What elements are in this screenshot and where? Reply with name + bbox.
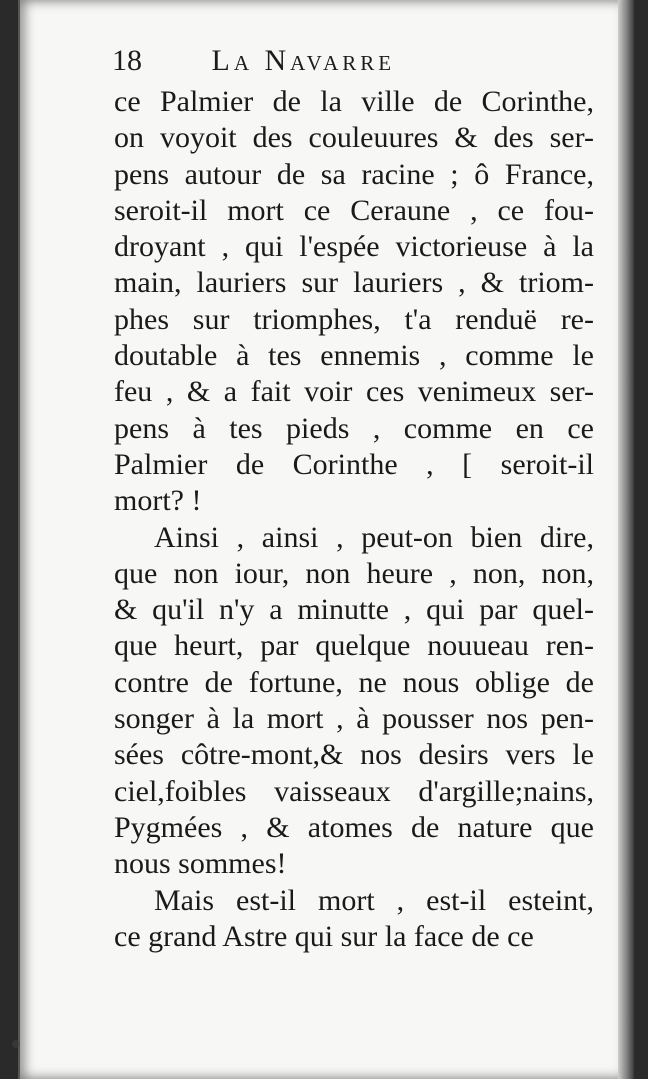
text-line: contre de fortune, ne nous oblige de <box>114 665 594 699</box>
paragraph <box>114 84 594 520</box>
running-title: La Navarre <box>211 44 396 77</box>
text-line: main, lauriers sur lauriers , & triom- <box>114 266 594 300</box>
text-line: Pygmées , & atomes de nature que <box>114 810 594 844</box>
paragraph <box>114 883 594 956</box>
text-line: ciel,foibles vaisseaux d'argille;nains, <box>114 774 594 808</box>
text-line: Mais est-il mort , est-il esteint, <box>154 883 594 917</box>
page-edge-shadow <box>618 0 634 1079</box>
text-line: seroit-il mort ce Ceraune , ce fou- <box>114 193 594 227</box>
text-line: pens à tes pieds , comme en ce <box>114 411 594 445</box>
text-line: droyant , qui l'espée victorieuse à la <box>114 230 594 264</box>
text-line: songer à la mort , à pousser nos pen- <box>114 702 594 736</box>
text-line: feu , & a fait voir ces venimeux ser- <box>114 375 594 409</box>
running-head <box>112 44 572 78</box>
text-line: ce Palmier de la ville de Corinthe, <box>114 85 594 118</box>
text-line: Ainsi , ainsi , peut-on bien dire, <box>154 520 594 554</box>
text-line: sées côtre-mont,& nos desirs vers le <box>114 738 594 772</box>
text-line: pens autour de sa racine ; ô France, <box>114 157 594 191</box>
text-line: & qu'il n'y a minutte , qui par quel- <box>114 593 594 627</box>
text-line: nous sommes! <box>114 847 287 881</box>
text-line: on voyoit des couleuures & des ser- <box>114 121 594 155</box>
text-line: que non iour, non heure , non, non, <box>114 556 594 590</box>
paragraph <box>114 520 594 883</box>
text-line: doutable à tes ennemis , comme le <box>114 339 594 373</box>
text-line: Palmier de Corinthe , [ seroit-il <box>114 447 594 481</box>
body-text <box>114 84 594 955</box>
text-line: phes sur triomphes, t'a renduë re- <box>114 302 594 336</box>
page-number: 18 <box>112 44 142 77</box>
text-line: mort? ! <box>114 484 202 518</box>
text-line: que heurt, par quelque nouueau ren- <box>114 629 594 663</box>
text-line: ce grand Astre qui sur la face de ce <box>114 919 534 953</box>
scan-speck <box>12 1040 20 1048</box>
